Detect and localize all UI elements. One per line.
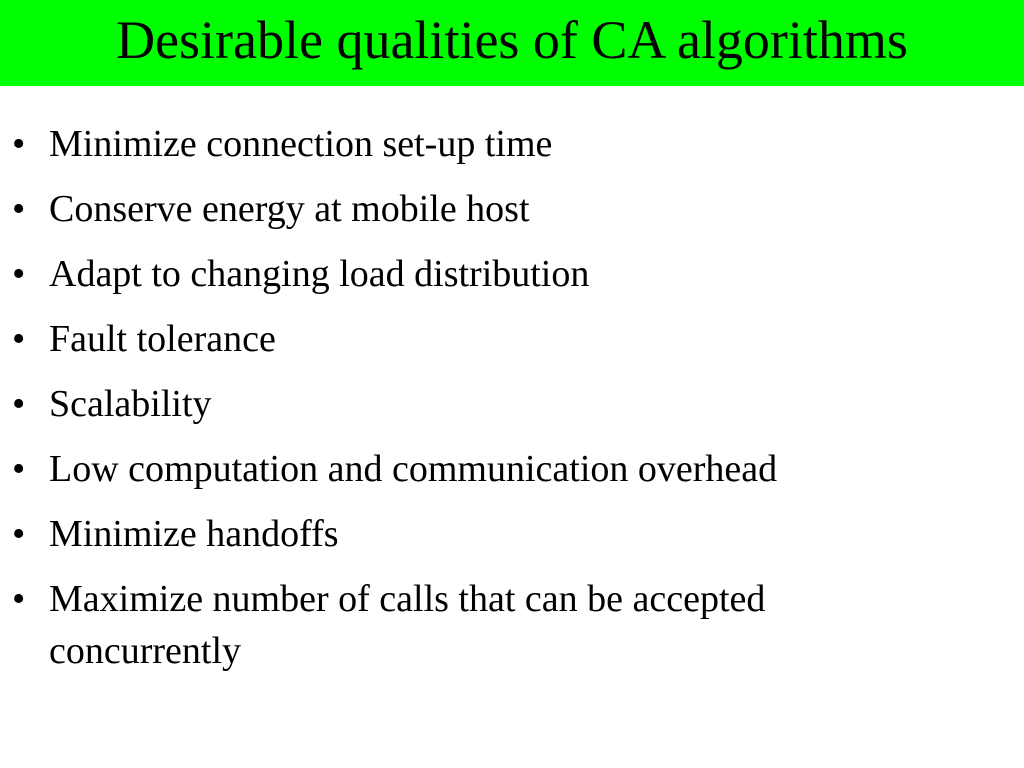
bullet-text: Low computation and communication overhead [49,448,778,490]
bullet-text: Scalability [49,383,212,425]
bullet-dot-icon: • [12,318,26,360]
bullet-item [0,183,1024,235]
title-bar [0,0,1024,86]
bullet-dot-icon: • [12,123,26,165]
bullet-item [0,443,1024,495]
bullet-dot-icon: • [12,383,26,425]
bullet-dot-icon: • [12,448,26,490]
bullet-text: Minimize connection set-up time [49,123,553,165]
bullet-dot-icon: • [12,513,26,555]
bullet-text: Conserve energy at mobile host [49,188,530,230]
bullet-item [0,573,1024,677]
bullet-dot-icon: • [12,253,26,295]
bullet-list [0,118,1024,690]
bullet-dot-icon: • [12,578,26,620]
bullet-text: Minimize handoffs [49,513,339,555]
bullet-item [0,378,1024,430]
bullet-item [0,248,1024,300]
slide-title: Desirable qualities of CA algorithms [116,10,908,70]
bullet-item [0,508,1024,560]
bullet-text: Fault tolerance [49,318,276,360]
bullet-item [0,313,1024,365]
bullet-text: Adapt to changing load distribution [49,253,590,295]
bullet-item [0,118,1024,170]
bullet-text: Maximize number of calls that can be accepted concurrently [49,578,766,672]
bullet-dot-icon: • [12,188,26,230]
